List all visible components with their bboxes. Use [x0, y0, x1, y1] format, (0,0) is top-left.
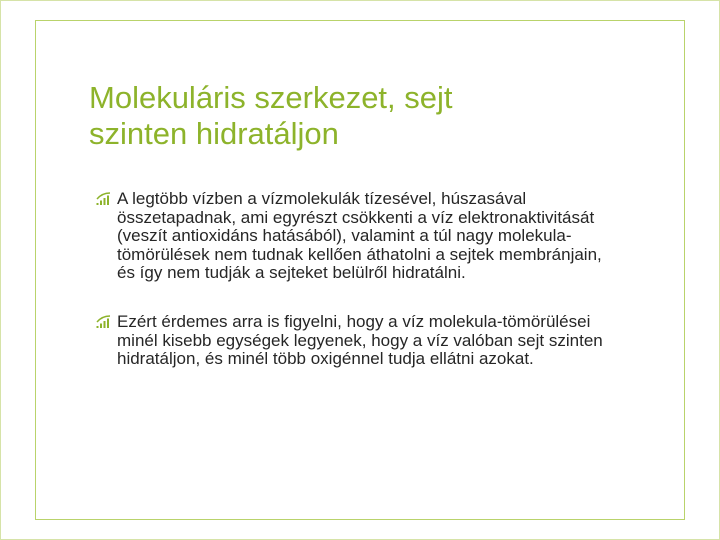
bullet-text: Ezért érdemes arra is figyelni, hogy a víz molekula-tömörülései minél kisebb egységek legyenek, hogy a víz valóban sejt szinten hidratáljon, és minél több oxigénnel tudja ellátni azokat.	[117, 311, 603, 369]
slide-title-line-1: Molekuláris szerkezet, sejt	[89, 80, 453, 115]
bullet-item	[96, 190, 616, 283]
bullet-list	[96, 190, 616, 369]
bullet-text: A legtöbb vízben a vízmolekulák tízesével, húszasával összetapadnak, ami egyrészt csökkenti a víz elektronaktivitását (veszít antioxidáns hatásából), valamint a túl nagy molekula-tömörülések nem tudnak kellően áthatolni a sejtek membránjain, és így nem tudják a sejteket belülről hidratálni.	[117, 189, 602, 283]
slide-title-line-2: szinten hidratáljon	[89, 116, 339, 151]
signal-bars-icon	[96, 192, 112, 206]
bullet-item	[96, 313, 616, 369]
slide-title	[89, 80, 649, 152]
signal-bars-icon	[96, 315, 112, 329]
